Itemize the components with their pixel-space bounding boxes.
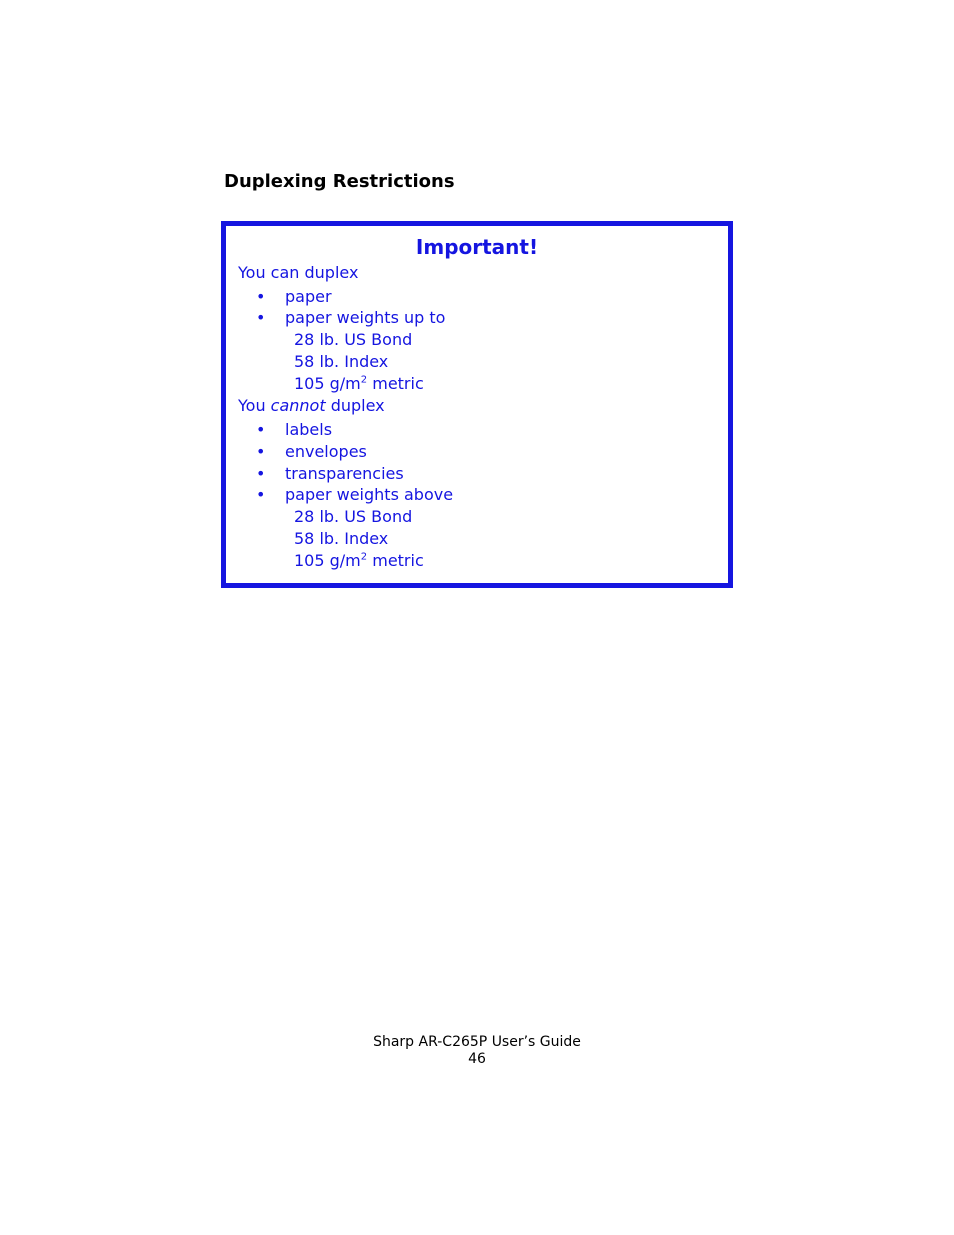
bullet-icon: • bbox=[256, 442, 266, 461]
metric-unit: metric bbox=[367, 551, 424, 570]
cannot-weight-metric bbox=[294, 551, 424, 571]
can-weight-bond: 28 lb. US Bond bbox=[294, 330, 413, 349]
metric-exponent: 2 bbox=[360, 551, 368, 563]
can-weight-index: 58 lb. Index bbox=[294, 352, 389, 371]
important-title: Important! bbox=[415, 235, 539, 259]
cannot-item-transparencies: transparencies bbox=[285, 464, 404, 483]
metric-value: 105 g/m bbox=[294, 551, 361, 570]
bullet-icon: • bbox=[256, 485, 266, 504]
cannot-duplex-intro bbox=[238, 396, 385, 416]
cannot-item-paper-weights: paper weights above bbox=[285, 485, 454, 504]
important-notice-box bbox=[221, 221, 733, 588]
section-heading: Duplexing Restrictions bbox=[224, 171, 455, 192]
metric-exponent: 2 bbox=[360, 374, 368, 386]
cannot-item-envelopes: envelopes bbox=[285, 442, 367, 461]
metric-unit: metric bbox=[367, 374, 424, 393]
cannot-item-labels: labels bbox=[285, 420, 333, 439]
footer-page-number: 46 bbox=[468, 1051, 486, 1067]
bullet-icon: • bbox=[256, 420, 266, 439]
cannot-intro-emphasis: cannot bbox=[270, 396, 326, 415]
cannot-intro-rest: duplex bbox=[325, 396, 385, 415]
cannot-intro-you: You bbox=[238, 396, 271, 415]
metric-value: 105 g/m bbox=[294, 374, 361, 393]
can-duplex-intro: You can duplex bbox=[238, 263, 359, 282]
bullet-icon: • bbox=[256, 464, 266, 483]
can-item-paper: paper bbox=[285, 287, 332, 306]
bullet-icon: • bbox=[256, 287, 266, 306]
cannot-weight-bond: 28 lb. US Bond bbox=[294, 507, 413, 526]
can-item-paper-weights: paper weights up to bbox=[285, 308, 446, 327]
footer-guide-title: Sharp AR-C265P User’s Guide bbox=[373, 1034, 581, 1050]
cannot-weight-index: 58 lb. Index bbox=[294, 529, 389, 548]
can-weight-metric bbox=[294, 374, 424, 394]
bullet-icon: • bbox=[256, 308, 266, 327]
